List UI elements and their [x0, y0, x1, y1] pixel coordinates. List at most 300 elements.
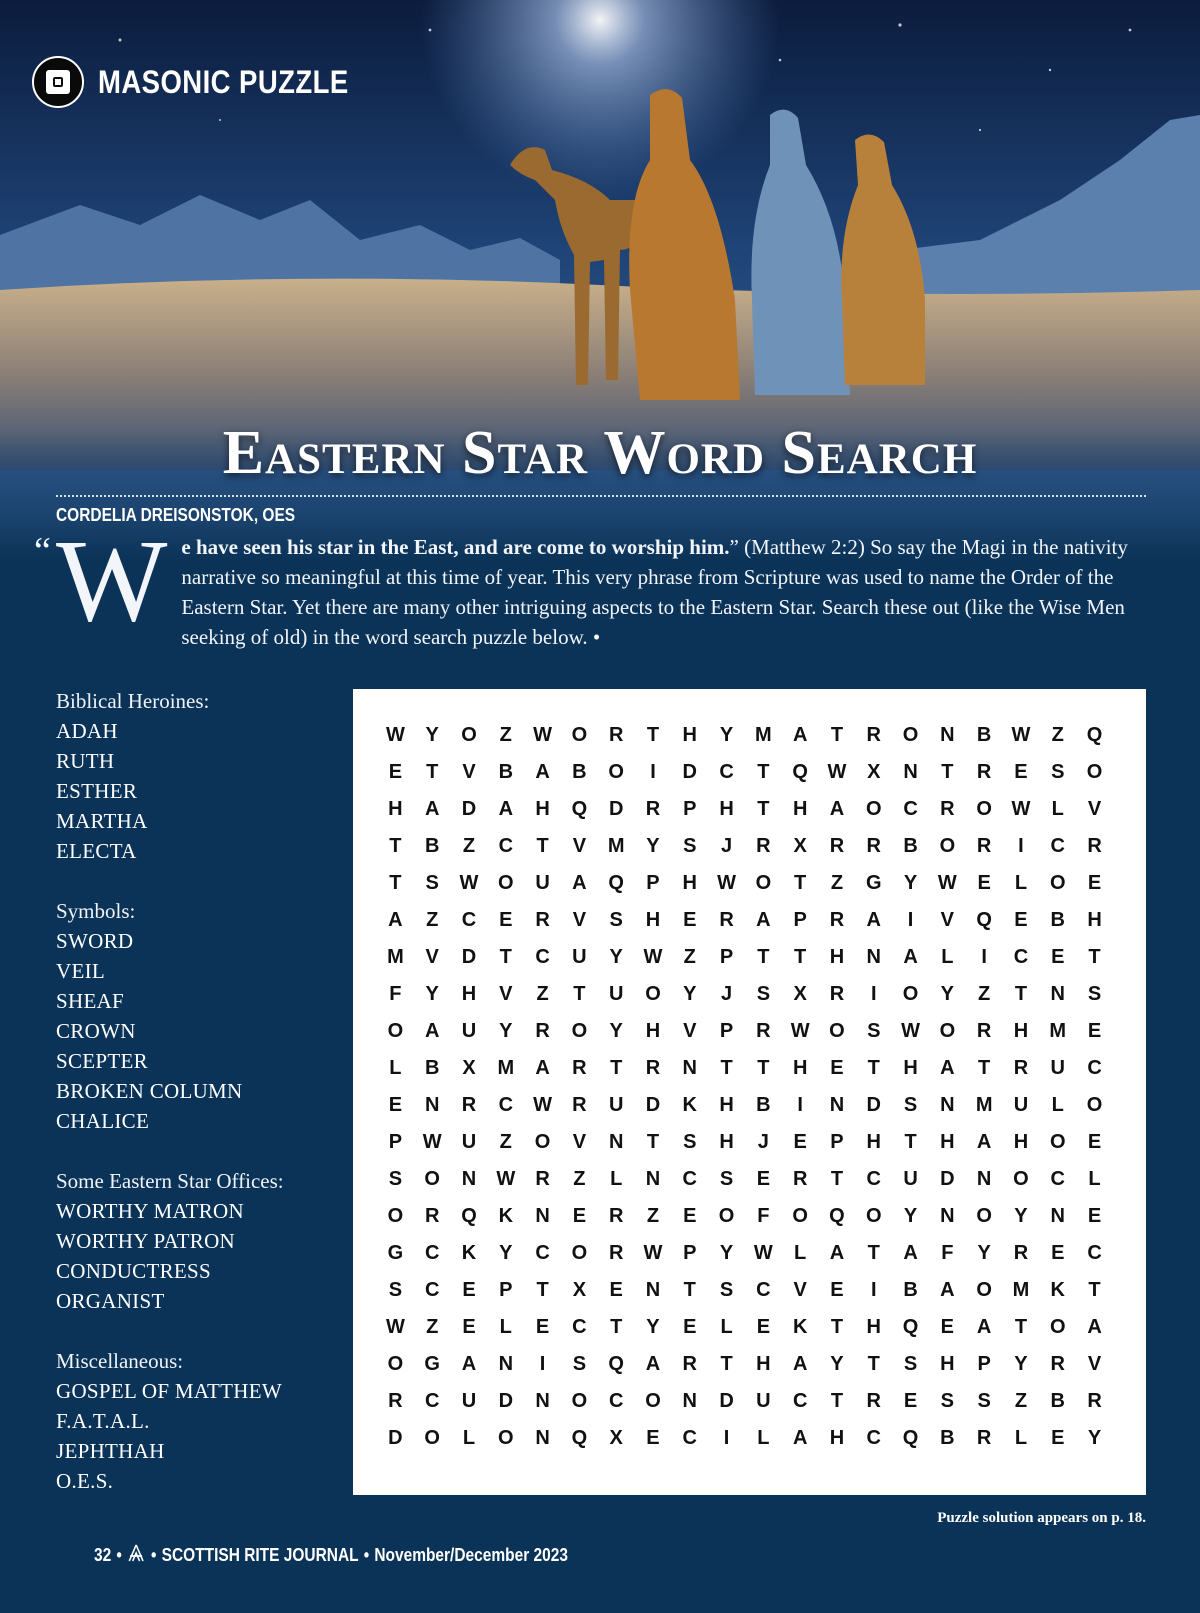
grid-letter: U [608, 1094, 624, 1116]
grid-letter: B [903, 1279, 918, 1301]
grid-letter: V [499, 983, 513, 1005]
grid-letter: D [940, 1168, 955, 1190]
grid-letter: R [682, 1353, 697, 1375]
grid-letter: N [424, 1094, 440, 1116]
word-group-heading: Biblical Heroines: [56, 689, 210, 713]
grid-letter: N [608, 1131, 624, 1153]
grid-letter: Y [609, 946, 623, 968]
grid-letter: Y [683, 983, 697, 1005]
grid-letter: G [387, 1242, 404, 1264]
grid-letter: T [389, 872, 402, 894]
grid-letter: E [388, 1094, 403, 1116]
grid-letter: A [461, 1353, 477, 1375]
grid-letter: R [976, 835, 992, 857]
word-item: MARTHA [56, 809, 148, 833]
grid-letter: H [1013, 1131, 1029, 1153]
grid-letter: Q [902, 1427, 919, 1449]
grid-letter: L [1014, 1427, 1028, 1449]
grid-letter: A [424, 1020, 440, 1042]
grid-letter: T [830, 1390, 844, 1412]
grid-letter: W [533, 724, 553, 746]
grid-letter: O [571, 1242, 588, 1264]
grid-letter: W [753, 1242, 773, 1264]
grid-letter: E [793, 1131, 807, 1153]
grid-letter: Z [978, 983, 991, 1005]
grid-letter: W [385, 1316, 405, 1338]
word-item: GOSPEL OF MATTHEW [56, 1379, 282, 1403]
grid-letter: T [1014, 1316, 1028, 1338]
grid-letter: O [608, 761, 624, 783]
grid-letter: Y [719, 1242, 734, 1264]
grid-letter: N [682, 1057, 697, 1079]
grid-letter: C [572, 1316, 587, 1338]
grid-letter: T [830, 1316, 844, 1338]
grid-letter: N [940, 1094, 955, 1116]
grid-letter: Q [792, 761, 808, 783]
grid-letter: E [683, 1316, 697, 1338]
grid-letter: Y [830, 1353, 844, 1375]
footer-separator: • [116, 1545, 122, 1565]
grid-letter: A [424, 798, 440, 820]
grid-letter: T [646, 1131, 660, 1153]
grid-letter: D [608, 798, 624, 820]
grid-letter: Z [499, 724, 512, 746]
grid-letter: O [976, 1205, 992, 1227]
grid-letter: S [388, 1168, 403, 1190]
section-label: MASONIC PUZZLE [98, 63, 349, 100]
puzzle-piece-icon [32, 56, 84, 108]
page-footer [94, 1544, 568, 1567]
grid-letter: N [645, 1279, 661, 1301]
grid-letter: W [937, 872, 957, 894]
word-item: CONDUCTRESS [56, 1259, 211, 1283]
grid-letter: E [830, 1279, 844, 1301]
word-item: O.E.S. [56, 1469, 114, 1493]
grid-letter: E [756, 1168, 771, 1190]
intro-quote: e have seen his star in the East, and are come to worship him. [181, 535, 730, 559]
grid-letter: R [976, 1427, 992, 1449]
grid-letter: T [941, 761, 954, 783]
grid-letter: E [535, 1316, 550, 1338]
grid-letter: T [720, 1353, 733, 1375]
grid-letter: T [757, 761, 770, 783]
grid-letter: R [829, 983, 845, 1005]
grid-letter: E [609, 1279, 623, 1301]
grid-letter: R [719, 909, 734, 931]
grid-letter: Y [903, 872, 918, 894]
grid-letter: R [535, 1020, 550, 1042]
grid-letter: M [1049, 1020, 1067, 1042]
grid-letter: Q [608, 1353, 624, 1375]
grid-letter: Y [977, 1242, 991, 1264]
word-item: SCEPTER [56, 1049, 148, 1073]
grid-letter: V [940, 909, 955, 931]
grid-letter: G [424, 1353, 440, 1375]
grid-letter: R [866, 835, 881, 857]
grid-letter: U [461, 1390, 477, 1412]
word-group-heading: Some Eastern Star Offices: [56, 1169, 284, 1193]
grid-letter: P [646, 872, 660, 894]
grid-letter: E [646, 1427, 660, 1449]
grid-letter: S [719, 1279, 734, 1301]
grid-letter: R [829, 909, 845, 931]
grid-letter: U [756, 1390, 771, 1412]
grid-letter: C [682, 1168, 697, 1190]
grid-letter: Z [462, 835, 476, 857]
grid-letter: F [389, 983, 402, 1005]
grid-letter: S [683, 1131, 697, 1153]
grid-letter: R [608, 724, 624, 746]
grid-letter: N [535, 1427, 550, 1449]
grid-letter: O [424, 1427, 440, 1449]
grid-letter: T [867, 1242, 880, 1264]
grid-letter: H [940, 1131, 955, 1153]
grid-letter: T [904, 1131, 917, 1153]
publication-name: SCOTTISH RITE JOURNAL [161, 1545, 359, 1565]
grid-letter: H [645, 909, 661, 931]
grid-letter: S [903, 1353, 918, 1375]
grid-letter: L [720, 1316, 733, 1338]
grid-letter: W [827, 761, 847, 783]
grid-letter: O [902, 983, 919, 1005]
grid-letter: Y [646, 835, 660, 857]
grid-letter: C [461, 909, 477, 931]
grid-letter: T [536, 1279, 549, 1301]
grid-letter: Z [646, 1205, 660, 1227]
grid-letter: B [756, 1094, 771, 1116]
grid-letter: Y [1087, 1427, 1102, 1449]
grid-letter: A [903, 1242, 918, 1264]
grid-letter: R [756, 1020, 771, 1042]
grid-letter: C [866, 1427, 881, 1449]
grid-letter: Q [571, 798, 588, 820]
grid-letter: E [1087, 1131, 1102, 1153]
grid-letter: T [499, 946, 512, 968]
grid-letter: P [683, 798, 697, 820]
grid-letter: B [1050, 1390, 1065, 1412]
grid-letter: H [903, 1057, 918, 1079]
grid-letter: P [499, 1279, 513, 1301]
grid-letter: A [388, 909, 403, 931]
grid-letter: R [829, 835, 845, 857]
grid-letter: O [571, 724, 588, 746]
grid-letter: N [498, 1353, 514, 1375]
grid-letter: V [572, 835, 587, 857]
grid-letter: S [756, 983, 771, 1005]
grid-letter: R [388, 1390, 403, 1412]
grid-letter: Y [425, 724, 439, 746]
grid-letter: A [903, 946, 918, 968]
grid-letter: A [535, 1057, 550, 1079]
grid-letter: R [1050, 1353, 1065, 1375]
grid-letter: S [719, 1168, 734, 1190]
grid-letter: H [829, 946, 845, 968]
grid-letter: A [572, 872, 587, 894]
grid-letter: W [901, 1020, 920, 1042]
grid-letter: E [462, 1316, 476, 1338]
grid-letter: E [683, 1205, 697, 1227]
grid-letter: H [829, 1427, 845, 1449]
grid-letter: P [793, 909, 807, 931]
grid-letter: E [1051, 946, 1065, 968]
grid-letter: D [498, 1390, 514, 1412]
grid-letter: E [1014, 909, 1028, 931]
grid-letter: U [903, 1168, 918, 1190]
grid-letter: S [940, 1390, 955, 1412]
grid-letter: S [572, 1353, 587, 1375]
grid-letter: Q [571, 1427, 588, 1449]
grid-letter: T [794, 872, 807, 894]
grid-letter: E [462, 1279, 476, 1301]
grid-letter: E [572, 1205, 587, 1227]
grid-letter: H [940, 1353, 955, 1375]
grid-letter: A [498, 798, 514, 820]
grid-letter: Y [903, 1205, 918, 1227]
footer-separator: • [151, 1545, 157, 1565]
word-group-heading: Symbols: [56, 899, 136, 923]
grid-letter: N [976, 1168, 992, 1190]
grid-letter: T [830, 1168, 844, 1190]
grid-letter: R [1013, 1242, 1029, 1264]
grid-letter: Q [608, 872, 624, 894]
grid-letter: I [539, 1353, 546, 1375]
grid-letter: N [461, 1168, 477, 1190]
grid-letter: C [866, 1168, 881, 1190]
word-item: WORTHY MATRON [56, 1199, 244, 1223]
grid-letter: P [977, 1353, 991, 1375]
word-group-misc [56, 1346, 356, 1496]
grid-letter: T [1088, 946, 1101, 968]
grid-letter: H [535, 798, 550, 820]
grid-letter: V [1087, 1353, 1102, 1375]
grid-letter: O [645, 983, 661, 1005]
word-search-grid [377, 717, 1113, 1457]
word-item: RUTH [56, 749, 115, 773]
grid-letter: D [388, 1427, 403, 1449]
word-search-board [353, 689, 1146, 1495]
grid-letter: N [682, 1390, 697, 1412]
grid-letter: S [977, 1390, 991, 1412]
grid-letter: Q [829, 1205, 845, 1227]
grid-letter: R [645, 798, 661, 820]
grid-letter: T [536, 835, 549, 857]
grid-letter: R [866, 724, 881, 746]
grid-letter: C [498, 1094, 514, 1116]
intro-body: ” (Matthew 2:2) So say the Magi in the nativity narrative so meaningful at this time of year. This very phrase from Scripture was used to name the Order of the Eastern Star. Yet there are many other intriguing aspects to the Eastern Star. Search these out (like the Wise Men seeking of old) in the word search puzzle below. • [181, 535, 1128, 649]
grid-letter: R [976, 1020, 992, 1042]
grid-letter: Y [719, 724, 734, 746]
grid-letter: T [757, 946, 770, 968]
grid-letter: E [1051, 1242, 1065, 1264]
grid-letter: H [866, 1316, 881, 1338]
grid-letter: W [1011, 798, 1031, 820]
grid-letter: O [424, 1168, 440, 1190]
grid-letter: L [941, 946, 954, 968]
grid-letter: N [866, 946, 881, 968]
grid-letter: C [608, 1390, 624, 1412]
grid-letter: C [424, 1279, 440, 1301]
grid-letter: E [903, 1390, 918, 1412]
grid-letter: M [607, 835, 625, 857]
grid-letter: H [461, 983, 477, 1005]
grid-letter: N [940, 724, 955, 746]
grid-letter: D [866, 1094, 881, 1116]
grid-letter: A [940, 1057, 955, 1079]
grid-letter: I [981, 946, 987, 968]
word-item: ESTHER [56, 779, 138, 803]
grid-letter: O [387, 1353, 404, 1375]
grid-letter: O [829, 1020, 845, 1042]
grid-letter: N [1050, 1205, 1065, 1227]
grid-letter: O [1086, 1094, 1103, 1116]
grid-letter: A [976, 1131, 992, 1153]
grid-letter: Y [1014, 1353, 1028, 1375]
grid-letter: G [865, 872, 882, 894]
grid-letter: N [903, 761, 918, 783]
grid-letter: O [387, 1020, 404, 1042]
grid-letter: H [719, 1094, 734, 1116]
grid-letter: Y [499, 1242, 513, 1264]
grid-letter: Y [609, 1020, 623, 1042]
grid-letter: K [498, 1205, 514, 1227]
grid-letter: H [756, 1353, 771, 1375]
grid-letter: C [903, 798, 918, 820]
grid-letter: H [866, 1131, 881, 1153]
grid-letter: T [720, 1057, 733, 1079]
grid-letter: T [646, 724, 660, 746]
word-item: CHALICE [56, 1109, 150, 1133]
grid-letter: I [723, 1427, 730, 1449]
grid-letter: R [645, 1057, 661, 1079]
grid-letter: O [645, 1390, 661, 1412]
grid-letter: X [572, 1279, 587, 1301]
grid-letter: V [793, 1279, 807, 1301]
square-and-compasses-icon [127, 1544, 146, 1567]
grid-letter: P [683, 1242, 697, 1264]
grid-letter: W [459, 872, 479, 894]
grid-letter: Y [425, 983, 439, 1005]
word-group-symbols [56, 896, 356, 1136]
grid-letter: J [721, 835, 733, 857]
grid-letter: T [1088, 1279, 1101, 1301]
grid-letter: T [757, 1057, 770, 1079]
grid-letter: R [1013, 1057, 1029, 1079]
grid-letter: P [388, 1131, 403, 1153]
grid-letter: I [797, 1094, 803, 1116]
grid-letter: R [1087, 835, 1102, 857]
grid-letter: R [976, 761, 992, 783]
word-item: SHEAF [56, 989, 125, 1013]
grid-letter: U [572, 946, 587, 968]
grid-letter: U [461, 1131, 477, 1153]
grid-letter: O [571, 1390, 588, 1412]
grid-letter: T [830, 724, 844, 746]
grid-letter: X [462, 1057, 476, 1079]
grid-letter: C [535, 1242, 550, 1264]
grid-letter: K [1050, 1279, 1065, 1301]
grid-letter: R [535, 909, 550, 931]
grid-letter: Z [426, 909, 439, 931]
grid-letter: B [940, 1427, 955, 1449]
grid-letter: W [422, 1131, 442, 1153]
grid-letter: O [1013, 1168, 1029, 1190]
grid-letter: T [1014, 983, 1028, 1005]
grid-letter: C [1050, 835, 1065, 857]
grid-letter: O [1049, 1316, 1066, 1338]
grid-letter: C [1050, 1168, 1065, 1190]
grid-letter: U [535, 872, 550, 894]
grid-letter: S [1087, 983, 1102, 1005]
grid-letter: K [792, 1316, 808, 1338]
grid-letter: W [385, 724, 405, 746]
word-lists [56, 686, 356, 1526]
grid-letter: O [939, 1020, 956, 1042]
grid-letter: T [757, 798, 770, 820]
grid-letter: E [1087, 1020, 1102, 1042]
grid-letter: R [461, 1094, 477, 1116]
grid-letter: O [571, 1020, 588, 1042]
grid-letter: D [645, 1094, 661, 1116]
grid-letter: W [496, 1168, 516, 1190]
grid-letter: Q [902, 1316, 919, 1338]
grid-letter: E [830, 1057, 844, 1079]
grid-letter: H [1013, 1020, 1029, 1042]
word-item: F.A.T.A.L. [56, 1409, 150, 1433]
grid-letter: Z [683, 946, 696, 968]
grid-letter: I [1018, 835, 1024, 857]
issue-date: November/December 2023 [374, 1545, 568, 1565]
grid-letter: P [719, 946, 734, 968]
grid-letter: Z [1051, 724, 1064, 746]
grid-letter: W [643, 1242, 663, 1264]
grid-letter: I [870, 1279, 877, 1301]
grid-letter: C [1087, 1242, 1102, 1264]
grid-letter: C [792, 1390, 808, 1412]
grid-letter: B [498, 761, 514, 783]
grid-letter: N [535, 1390, 550, 1412]
grid-letter: O [1049, 1131, 1066, 1153]
grid-letter: R [572, 1094, 587, 1116]
grid-letter: E [1087, 872, 1102, 894]
grid-letter: W [643, 946, 663, 968]
grid-letter: M [1012, 1279, 1030, 1301]
grid-letter: D [461, 946, 477, 968]
word-item: ORGANIST [56, 1289, 165, 1313]
grid-letter: A [866, 909, 881, 931]
grid-letter: E [977, 872, 991, 894]
grid-letter: L [794, 1242, 807, 1264]
grid-letter: E [1087, 1205, 1102, 1227]
grid-letter: L [462, 1427, 476, 1449]
grid-letter: R [572, 1057, 587, 1079]
article-title: Eastern Star Word Search [222, 419, 978, 487]
grid-letter: A [645, 1353, 661, 1375]
grid-letter: S [388, 1279, 403, 1301]
word-group-heroines [56, 686, 356, 866]
grid-letter: C [424, 1242, 440, 1264]
grid-letter: N [535, 1205, 550, 1227]
grid-letter: R [756, 835, 771, 857]
grid-letter: L [1051, 798, 1064, 820]
grid-letter: A [756, 909, 771, 931]
grid-letter: O [792, 1205, 808, 1227]
author-byline: CORDELIA DREISONSTOK, OES [56, 505, 296, 525]
grid-letter: S [683, 835, 697, 857]
grid-letter: X [609, 1427, 623, 1449]
grid-letter: H [682, 872, 697, 894]
grid-letter: J [757, 1131, 769, 1153]
grid-letter: M [975, 1094, 993, 1116]
